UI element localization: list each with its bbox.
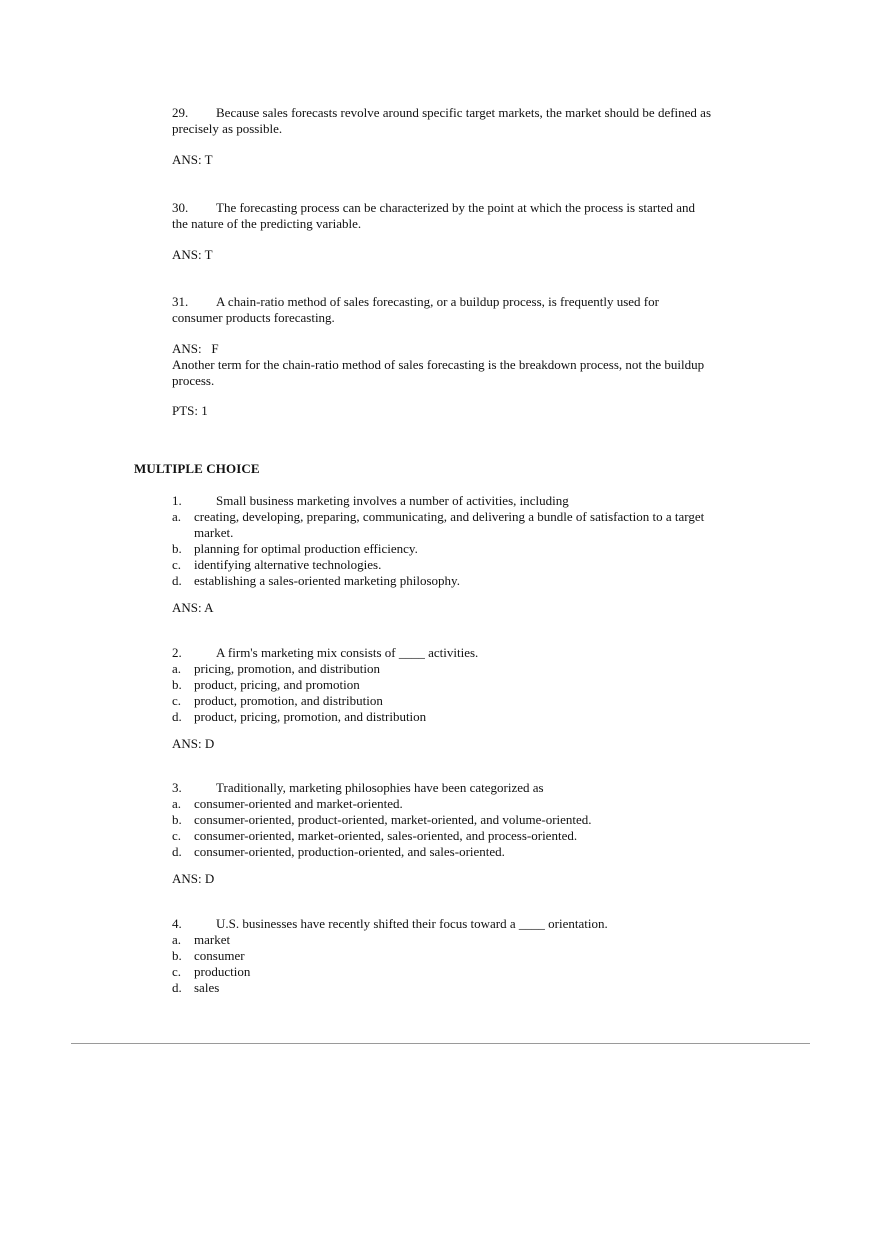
option-letter: a. (172, 509, 182, 524)
question-number: 1. (172, 493, 182, 508)
option-letter: b. (172, 948, 182, 963)
question-stem: A firm's marketing mix consists of ____ activities. (216, 645, 479, 660)
option-d (172, 844, 712, 860)
option-text: market (194, 932, 231, 947)
option-text: creating, developing, preparing, communicating, and delivering a bundle of satisfaction to a target market. (194, 509, 705, 540)
option-b (172, 541, 712, 557)
option-text: sales (194, 980, 220, 995)
option-a (172, 932, 712, 948)
answer-key: ANS: T (172, 247, 213, 262)
answer-key: ANS: F (172, 341, 219, 356)
answer-key: ANS: T (172, 152, 213, 167)
option-b (172, 677, 712, 693)
option-letter: d. (172, 573, 182, 588)
question-number: 3. (172, 780, 182, 795)
tf-question-29 (172, 105, 712, 168)
option-d (172, 709, 712, 725)
option-text: product, pricing, and promotion (194, 677, 360, 692)
mc-question-2 (172, 645, 712, 752)
footer-divider (71, 1043, 810, 1044)
section-heading: MULTIPLE CHOICE (134, 461, 260, 476)
tf-question-30 (172, 200, 712, 263)
option-text: product, promotion, and distribution (194, 693, 383, 708)
option-text: identifying alternative technologies. (194, 557, 382, 572)
option-text: consumer-oriented, production-oriented, and sales-oriented. (194, 844, 505, 859)
mc-question-3 (172, 780, 712, 887)
answer-key: ANS: A (172, 600, 214, 615)
option-letter: c. (172, 693, 182, 708)
question-stem: U.S. businesses have recently shifted their focus toward a ____ orientation. (216, 916, 608, 931)
option-text: consumer (194, 948, 245, 963)
option-text: pricing, promotion, and distribution (194, 661, 380, 676)
option-c (172, 557, 712, 573)
option-letter: a. (172, 796, 182, 811)
option-a (172, 509, 712, 541)
option-a (172, 796, 712, 812)
option-text: consumer-oriented, market-oriented, sales-oriented, and process-oriented. (194, 828, 578, 843)
question-number: 31. (172, 294, 189, 309)
option-letter: c. (172, 828, 182, 843)
tf-question-31 (172, 294, 712, 419)
option-c (172, 828, 712, 844)
option-text: product, pricing, promotion, and distribution (194, 709, 427, 724)
option-text: consumer-oriented, product-oriented, market-oriented, and volume-oriented. (194, 812, 592, 827)
points: PTS: 1 (172, 403, 208, 418)
option-text: establishing a sales-oriented marketing philosophy. (194, 573, 460, 588)
question-stem: Traditionally, marketing philosophies have been categorized as (216, 780, 544, 795)
question-text (172, 200, 712, 232)
option-letter: c. (172, 964, 182, 979)
option-text: consumer-oriented and market-oriented. (194, 796, 403, 811)
question-text (172, 105, 712, 137)
option-letter: d. (172, 709, 182, 724)
option-c (172, 964, 712, 980)
option-letter: d. (172, 844, 182, 859)
question-stem: Small business marketing involves a number of activities, including (216, 493, 569, 508)
option-a (172, 661, 712, 677)
question-text (172, 493, 712, 509)
option-b (172, 948, 712, 964)
option-letter: a. (172, 661, 182, 676)
question-text (172, 916, 712, 932)
option-letter: c. (172, 557, 182, 572)
option-text: planning for optimal production efficiency. (194, 541, 418, 556)
option-letter: b. (172, 812, 182, 827)
question-text (172, 294, 712, 326)
answer-feedback: Another term for the chain-ratio method of sales forecasting is the breakdown process, not the buildup process. (172, 357, 705, 388)
question-stem: A chain-ratio method of sales forecasting, or a buildup process, is frequently used for consumer products forecasting. (172, 294, 659, 325)
option-letter: a. (172, 932, 182, 947)
option-text: production (194, 964, 251, 979)
mc-question-1 (172, 493, 712, 616)
option-letter: d. (172, 980, 182, 995)
option-d (172, 980, 712, 996)
option-b (172, 812, 712, 828)
question-number: 29. (172, 105, 189, 120)
mc-question-4 (172, 916, 712, 996)
question-text (172, 780, 712, 796)
question-number: 4. (172, 916, 182, 931)
question-stem: Because sales forecasts revolve around specific target markets, the market should be defined as precisely as possible. (172, 105, 712, 136)
option-c (172, 693, 712, 709)
option-letter: b. (172, 541, 182, 556)
question-number: 2. (172, 645, 182, 660)
question-number: 30. (172, 200, 189, 215)
question-text (172, 645, 712, 661)
answer-key: ANS: D (172, 871, 215, 886)
answer-key: ANS: D (172, 736, 215, 751)
option-letter: b. (172, 677, 182, 692)
question-stem: The forecasting process can be characterized by the point at which the process is started and the nature of the predicting variable. (172, 200, 696, 231)
option-d (172, 573, 712, 589)
